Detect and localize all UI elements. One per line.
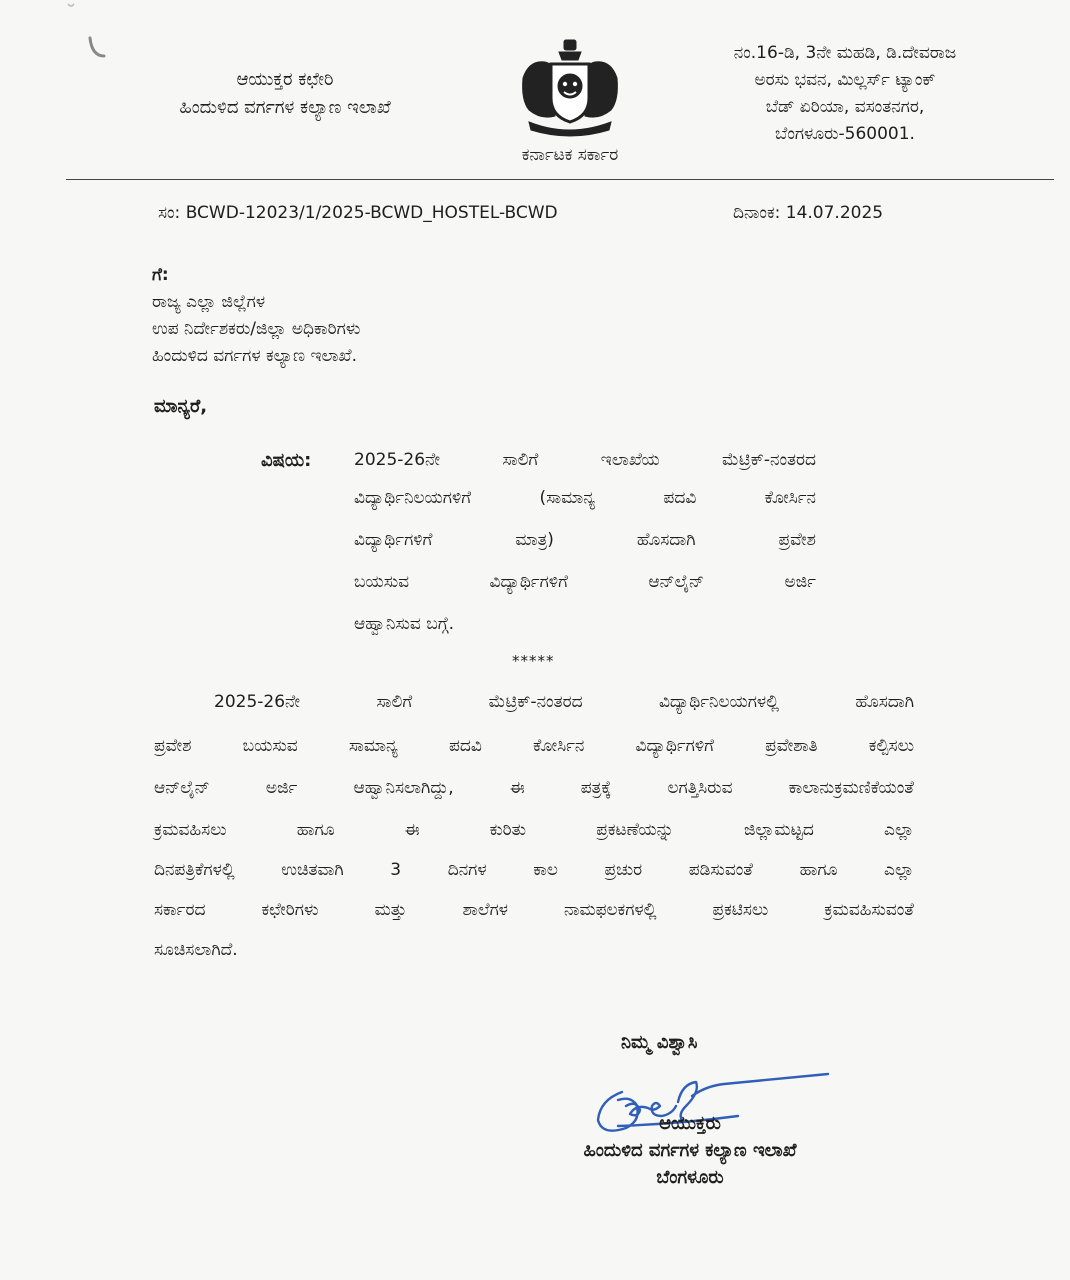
subject-line: ಬಯಸುವ ವಿದ್ಯಾರ್ಥಿಗಳಿಗೆ ಆನ್‌ಲೈನ್ ಅರ್ಜಿ xyxy=(354,572,816,592)
government-name: ಕರ್ನಾಟಕ ಸರ್ಕಾರ xyxy=(521,145,619,165)
subject-line: 2025-26ನೇ ಸಾಲಿಗೆ ಇಲಾಖೆಯ ಮೆಟ್ರಿಕ್-ನಂತರದ xyxy=(354,450,816,470)
address-line: ನಂ.16-ಡಿ, 3ನೇ ಮಹಡಿ, ಡಿ.ದೇವರಾಜ xyxy=(733,43,957,63)
recipient-line: ಉಪ ನಿರ್ದೇಶಕರು/ಜಿಲ್ಲಾ ಅಧಿಕಾರಿಗಳು xyxy=(152,319,361,339)
body-line: ಸೂಚಿಸಲಾಗಿದೆ. xyxy=(154,940,238,960)
body-line: ಸರ್ಕಾರದ ಕಛೇರಿಗಳು ಮತ್ತು ಶಾಲೆಗಳ ನಾಮಫಲಕಗಳಲ್ಲಿ ಪ್ರಕಟಿಸಲು ಕ್ರಮವಹಿಸುವಂತೆ xyxy=(154,900,914,920)
address-line: ಬೆಡ್ ಏರಿಯಾ, ವಸಂತನಗರ, xyxy=(765,97,925,117)
header-divider xyxy=(66,179,1054,180)
signatory-designation: ಆಯುಕ್ತರು xyxy=(659,1113,721,1134)
signatory-block xyxy=(500,1110,880,1191)
office-name: ಆಯುಕ್ತರ ಕಛೇರಿ xyxy=(236,69,334,90)
signatory-department: ಹಿಂದುಳಿದ ವರ್ಗಗಳ ಕಲ್ಯಾಣ ಇಲಾಖೆ xyxy=(583,1140,797,1161)
address-line: ಬೆಂಗಳೂರು-560001. xyxy=(775,124,915,144)
signatory-city: ಬೆಂಗಳೂರು xyxy=(656,1167,724,1188)
recipient-label: ಗೆ: xyxy=(152,265,169,285)
body-line: ಪ್ರವೇಶ ಬಯಸುವ ಸಾಮಾನ್ಯ ಪದವಿ ಕೋರ್ಸಿನ ವಿದ್ಯಾರ್ಥಿಗಳಿಗೆ ಪ್ರವೇಶಾತಿ ಕಲ್ಪಿಸಲು xyxy=(154,736,914,756)
recipient-block xyxy=(152,262,360,370)
body-line: ಆನ್‌ಲೈನ್ ಅರ್ಜಿ ಆಹ್ವಾನಿಸಲಾಗಿದ್ದು, ಈ ಪತ್ರಕ್ಕೆ ಲಗತ್ತಿಸಿರುವ ಕಾಲಾನುಕ್ರಮಣಿಕೆಯಂತೆ xyxy=(154,778,914,798)
office-heading xyxy=(0,66,570,122)
department-name: ಹಿಂದುಳಿದ ವರ್ಗಗಳ ಕಲ್ಯಾಣ ಇಲಾಖೆ xyxy=(179,97,391,118)
subject-line: ವಿದ್ಯಾರ್ಥಿಗಳಿಗೆ ಮಾತ್ರ) ಹೊಸದಾಗಿ ಪ್ರವೇಶ xyxy=(354,530,816,550)
salutation: ಮಾನ್ಯರೆ, xyxy=(154,396,208,417)
subject-line: ಆಹ್ವಾನಿಸುವ ಬಗ್ಗೆ. xyxy=(354,614,455,634)
reference-number: ಸಂ: BCWD-12023/1/2025-BCWD_HOSTEL-BCWD xyxy=(158,203,558,223)
body-line: 2025-26ನೇ ಸಾಲಿಗೆ ಮೆಟ್ರಿಕ್-ನಂತರದ ವಿದ್ಯಾರ್ಥಿನಿಲಯಗಳಲ್ಲಿ ಹೊಸದಾಗಿ xyxy=(214,692,914,712)
body-line: ಕ್ರಮವಹಿಸಲು ಹಾಗೂ ಈ ಕುರಿತು ಪ್ರಕಟಣೆಯನ್ನು ಜಿಲ್ಲಾಮಟ್ಟದ ಎಲ್ಲಾ xyxy=(154,820,914,840)
address-line: ಅರಸು ಭವನ, ಮಿಲ್ಲರ್ಸ್ ಟ್ಯಾಂಕ್ xyxy=(754,70,936,90)
closing-phrase: ನಿಮ್ಮ ವಿಶ್ವಾಸಿ xyxy=(621,1032,698,1053)
recipient-line: ರಾಜ್ಯ ಎಲ್ಲಾ ಜಿಲ್ಲೆಗಳ xyxy=(152,292,266,312)
body-line: ದಿನಪತ್ರಿಕೆಗಳಲ್ಲಿ ಉಚಿತವಾಗಿ 3 ದಿನಗಳ ಕಾಲ ಪ್ರಚುರ ಪಡಿಸುವಂತೆ ಹಾಗೂ ಎಲ್ಲಾ xyxy=(154,860,914,880)
subject-line: ವಿದ್ಯಾರ್ಥಿನಿಲಯಗಳಿಗೆ (ಸಾಮಾನ್ಯ ಪದವಿ ಕೋರ್ಸಿನ xyxy=(354,488,816,508)
recipient-line: ಹಿಂದುಳಿದ ವರ್ಗಗಳ ಕಲ್ಯಾಣ ಇಲಾಖೆ. xyxy=(152,346,357,366)
subject-label: ವಿಷಯ: xyxy=(261,450,312,471)
office-address xyxy=(660,40,1030,148)
section-separator: ***** xyxy=(512,652,555,670)
scan-mark xyxy=(60,0,110,70)
karnataka-emblem-icon xyxy=(515,38,625,138)
letter-date: ದಿನಾಂಕ: 14.07.2025 xyxy=(733,203,884,223)
